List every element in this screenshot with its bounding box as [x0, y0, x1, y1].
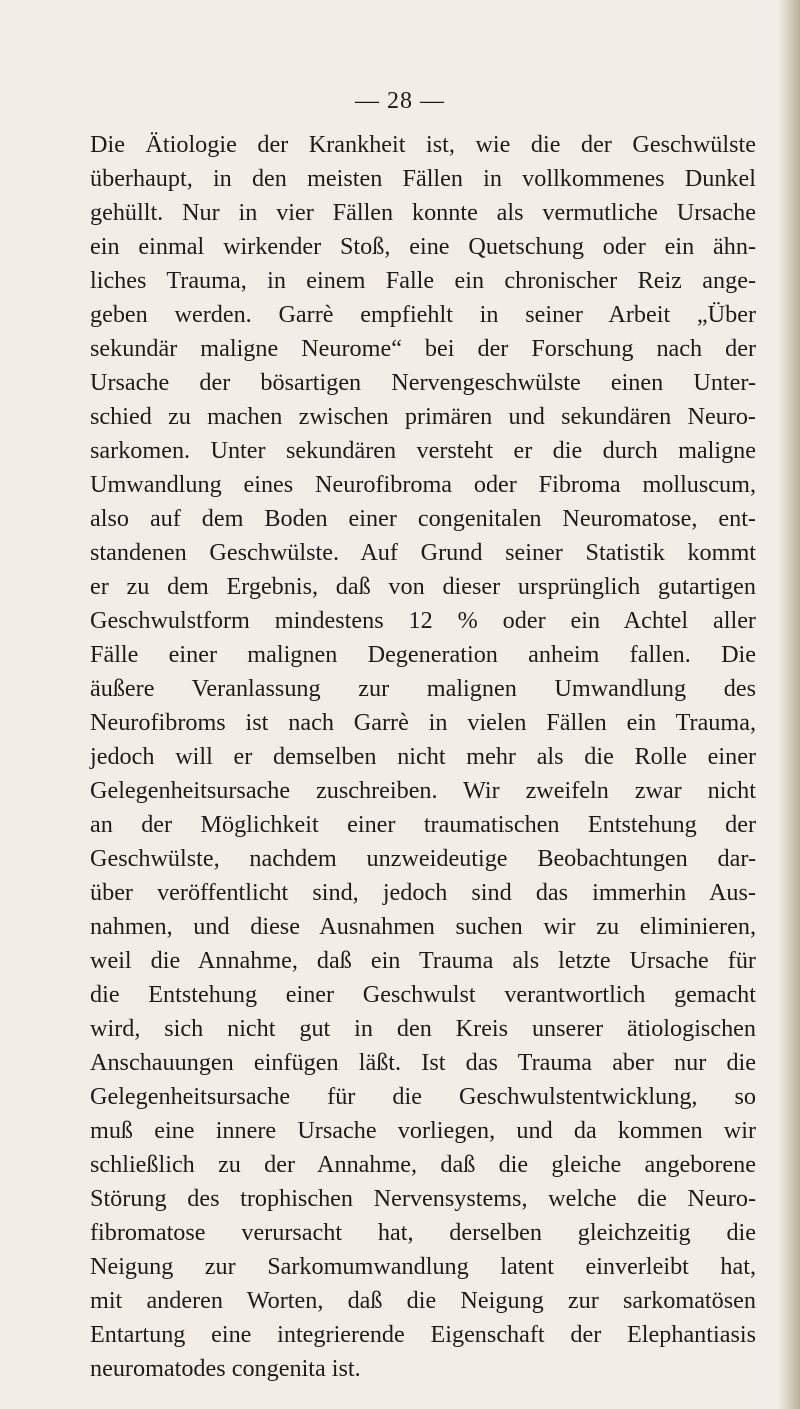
text-line: gehüllt. Nur in vier Fällen konnte als vermutliche Ursache: [90, 199, 756, 226]
text-line: Entartung eine integrierende Eigenschaft der Elephantiasis: [90, 1321, 756, 1348]
text-line: Geschwülste, nachdem unzweideutige Beobachtungen dar-: [90, 845, 756, 872]
page-edge-shadow: [778, 0, 800, 1409]
text-line: sarkomen. Unter sekundären versteht er die durch maligne: [90, 437, 756, 464]
text-line-last: neuromatodes congenita ist.: [90, 1355, 361, 1382]
text-line: standenen Geschwülste. Auf Grund seiner Statistik kommt: [90, 539, 756, 566]
page-number: — 28 —: [355, 88, 445, 114]
text-line: äußere Veranlassung zur malignen Umwandlung des: [90, 675, 756, 702]
text-line: schließlich zu der Annahme, daß die gleiche angeborene: [90, 1151, 756, 1178]
text-line: Gelegenheitsursache zuschreiben. Wir zweifeln zwar nicht: [90, 777, 756, 804]
text-line: fibromatose verursacht hat, derselben gleichzeitig die: [90, 1219, 756, 1246]
text-line: die Entstehung einer Geschwulst verantwortlich gemacht: [90, 981, 756, 1008]
text-line: ein einmal wirkender Stoß, eine Quetschung oder ein ähn-: [90, 233, 756, 260]
text-line: wird, sich nicht gut in den Kreis unserer ätiologischen: [90, 1015, 756, 1042]
text-line: Neurofibroms ist nach Garrè in vielen Fällen ein Trauma,: [90, 709, 756, 736]
text-line: Ursache der bösartigen Nervengeschwülste einen Unter-: [90, 369, 756, 396]
text-line: Störung des trophischen Nervensystems, welche die Neuro-: [90, 1185, 756, 1212]
text-line: nahmen, und diese Ausnahmen suchen wir zu eliminieren,: [90, 913, 756, 940]
text-line: Die Ätiologie der Krankheit ist, wie die der Geschwülste: [90, 131, 756, 158]
text-line: liches Trauma, in einem Falle ein chronischer Reiz ange-: [90, 267, 756, 294]
text-line: jedoch will er demselben nicht mehr als die Rolle einer: [90, 743, 756, 770]
text-line: Neigung zur Sarkomumwandlung latent einverleibt hat,: [90, 1253, 756, 1280]
text-line: schied zu machen zwischen primären und sekundären Neuro-: [90, 403, 756, 430]
text-line: überhaupt, in den meisten Fällen in vollkommenes Dunkel: [90, 165, 756, 192]
body-paragraph: [90, 128, 756, 1386]
text-line: sekundär maligne Neurome“ bei der Forschung nach der: [90, 335, 756, 362]
text-line: Anschauungen einfügen läßt. Ist das Trauma aber nur die: [90, 1049, 756, 1076]
text-line: über veröffentlicht sind, jedoch sind das immerhin Aus-: [90, 879, 756, 906]
text-line: mit anderen Worten, daß die Neigung zur sarkomatösen: [90, 1287, 756, 1314]
text-line: geben werden. Garrè empfiehlt in seiner Arbeit „Über: [90, 301, 756, 328]
text-line: also auf dem Boden einer congenitalen Neuromatose, ent-: [90, 505, 756, 532]
text-line: Geschwulstform mindestens 12 % oder ein Achtel aller: [90, 607, 756, 634]
text-line: weil die Annahme, daß ein Trauma als letzte Ursache für: [90, 947, 756, 974]
text-line: Umwandlung eines Neurofibroma oder Fibroma molluscum,: [90, 471, 756, 498]
text-line: er zu dem Ergebnis, daß von dieser ursprünglich gutartigen: [90, 573, 756, 600]
text-line: Gelegenheitsursache für die Geschwulstentwicklung, so: [90, 1083, 756, 1110]
text-line: an der Möglichkeit einer traumatischen Entstehung der: [90, 811, 756, 838]
text-line: Fälle einer malignen Degeneration anheim fallen. Die: [90, 641, 756, 668]
text-line: muß eine innere Ursache vorliegen, und da kommen wir: [90, 1117, 756, 1144]
